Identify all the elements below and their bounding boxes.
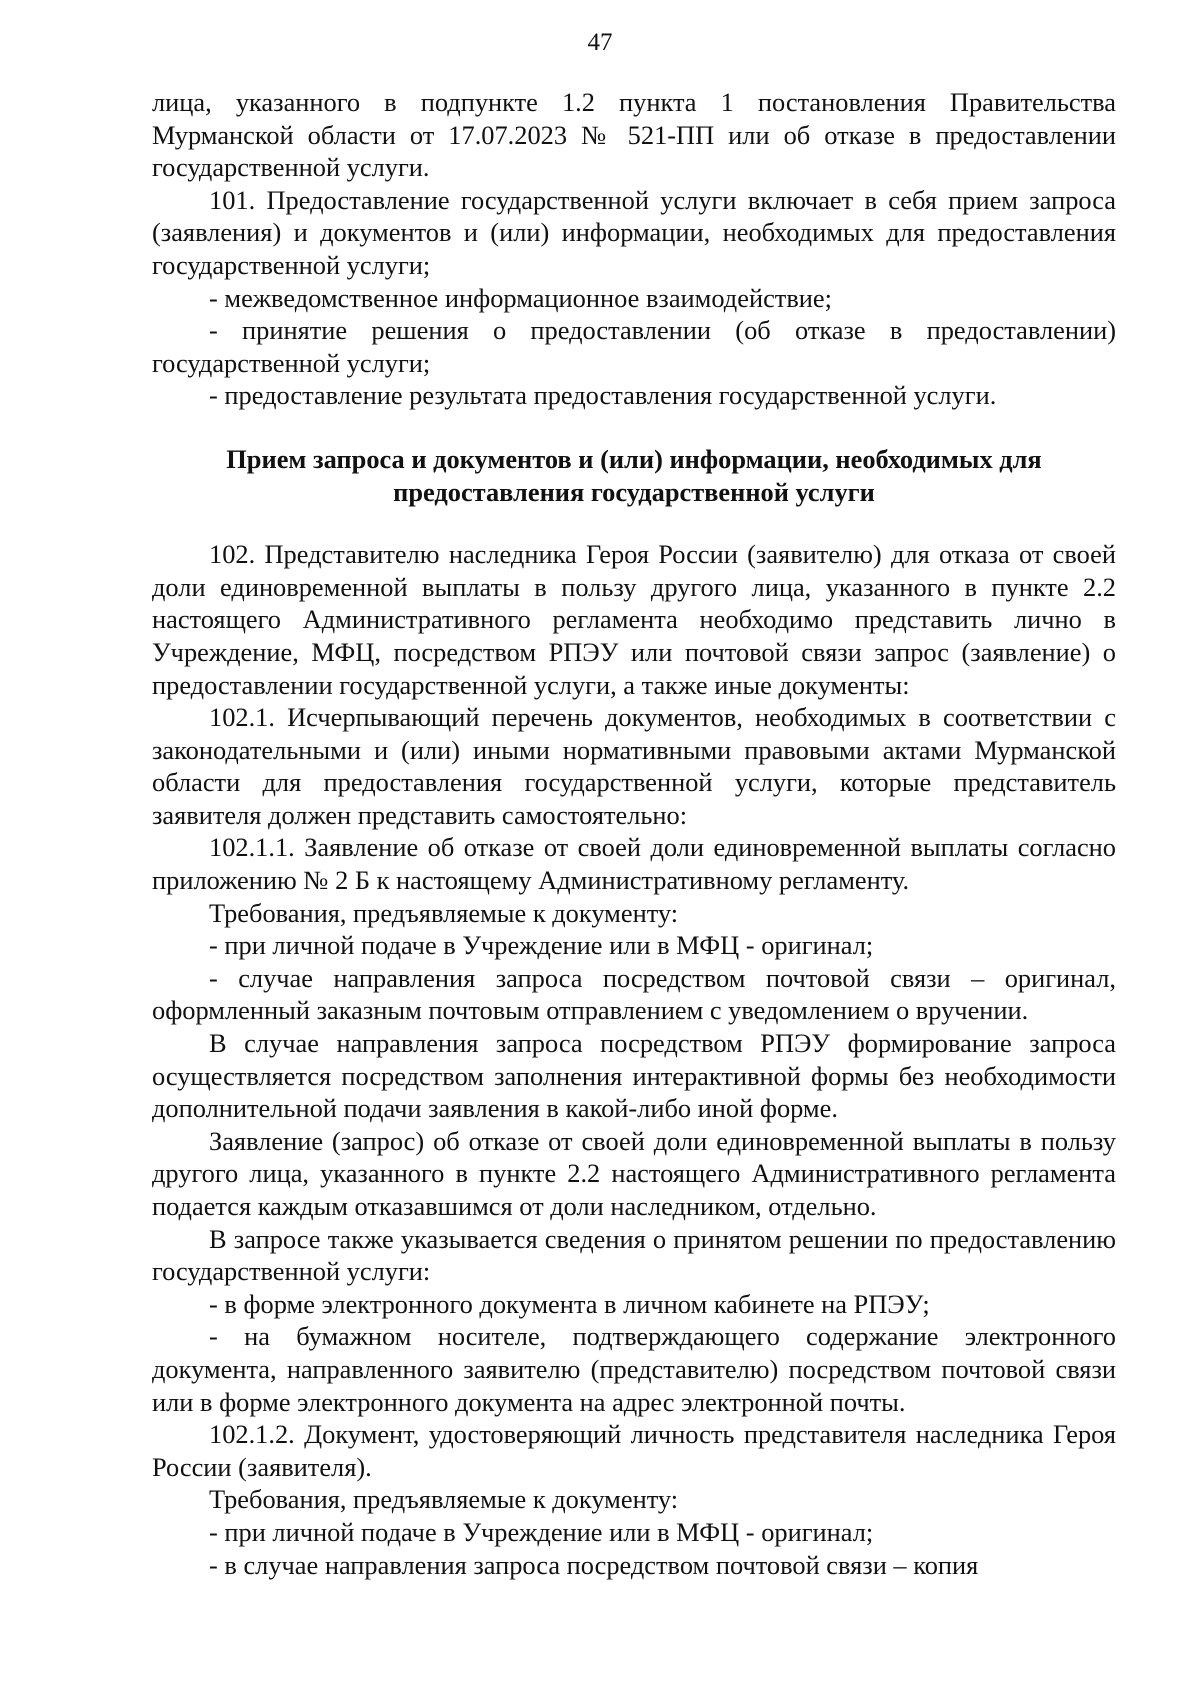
paragraph-102: 102. Представителю наследника Героя России (заявителю) для отказа от своей доли единовременной выплаты в пользу другого лица, указанного в пункте 2.2 настоящего Административного регламента необходимо представить лично в Учреждение, МФЦ, посредством РПЭУ или почтовой связи запрос (заявление) о предоставлении государственной услуги, а также иные документы: <box>152 539 1116 700</box>
list-item-paper-carrier: - на бумажном носителе, подтверждающего содержание электронного документа, направленного заявителю (представителю) посредством почтовой связи или в форме электронного документа на адрес электронной почты. <box>152 1321 1116 1417</box>
list-item-result: - предоставление результата предоставления государственной услуги. <box>209 380 997 411</box>
paragraph-continuation: лица, указанного в подпункте 1.2 пункта 1 постановления Правительства Мурманской области от 17.07.2023 № 521-ПП или об отказе в предоставлении государственной услуги. <box>152 87 1116 183</box>
requirements-label: Требования, предъявляемые к документу: <box>209 897 679 928</box>
list-item-personal-submission-2: - при личной подаче в Учреждение или в МФЦ - оригинал; <box>209 1516 874 1547</box>
paragraph-102-1-1: 102.1.1. Заявление об отказе от своей доли единовременной выплаты согласно приложению № 2 Б к настоящему Административному регламенту. <box>152 832 1116 896</box>
paragraph-102-1: 102.1. Исчерпывающий перечень документов, необходимых в соответствии с законодательными и (или) иными нормативными правовыми актами Мурманской области для предоставления государственной услуги, которые представитель заявителя должен представить самостоятельно: <box>152 702 1116 830</box>
paragraph-decision-info: В запросе также указывается сведения о принятом решении по предоставлению государственной услуги: <box>152 1223 1116 1287</box>
section-heading-line-1: Прием запроса и документов и (или) информации, необходимых для <box>226 443 1042 474</box>
list-item-electronic-cabinet: - в форме электронного документа в личном кабинете на РПЭУ; <box>209 1288 930 1319</box>
list-item-personal-submission: - при личной подаче в Учреждение или в МФЦ - оригинал; <box>209 930 874 961</box>
list-item-postal-copy: - в случае направления запроса посредством почтовой связи – копия <box>209 1549 979 1580</box>
paragraph-rpeu-form: В случае направления запроса посредством РПЭУ формирование запроса осуществляется посредством заполнения интерактивной формы без необходимости дополнительной подачи заявления в какой-либо иной форме. <box>152 1028 1116 1124</box>
section-heading-line-2: предоставления государственной услуги <box>393 476 875 507</box>
list-item-postal-original: - случае направления запроса посредством почтовой связи – оригинал, оформленный заказным почтовым отправлением с уведомлением о вручении. <box>152 962 1116 1026</box>
document-body <box>152 86 1116 1581</box>
page-number: 47 <box>587 29 613 56</box>
section-heading <box>152 443 1116 508</box>
list-item-interagency: - межведомственное информационное взаимодействие; <box>209 282 832 313</box>
paragraph-each-heir: Заявление (запрос) об отказе от своей доли единовременной выплаты в пользу другого лица, указанного в пункте 2.2 настоящего Административного регламента подается каждым отказавшимся от доли наследником, отдельно. <box>152 1125 1116 1221</box>
list-item-decision: - принятие решения о предоставлении (об отказе в предоставлении) государственной услуги; <box>152 315 1116 378</box>
paragraph-101: 101. Предоставление государственной услуги включает в себя прием запроса (заявления) и документов и (или) информации, необходимых для предоставления государственной услуги; <box>152 184 1116 280</box>
requirements-label-2: Требования, предъявляемые к документу: <box>209 1484 679 1515</box>
paragraph-102-1-2: 102.1.2. Документ, удостоверяющий личность представителя наследника Героя России (заявителя). <box>152 1419 1116 1482</box>
